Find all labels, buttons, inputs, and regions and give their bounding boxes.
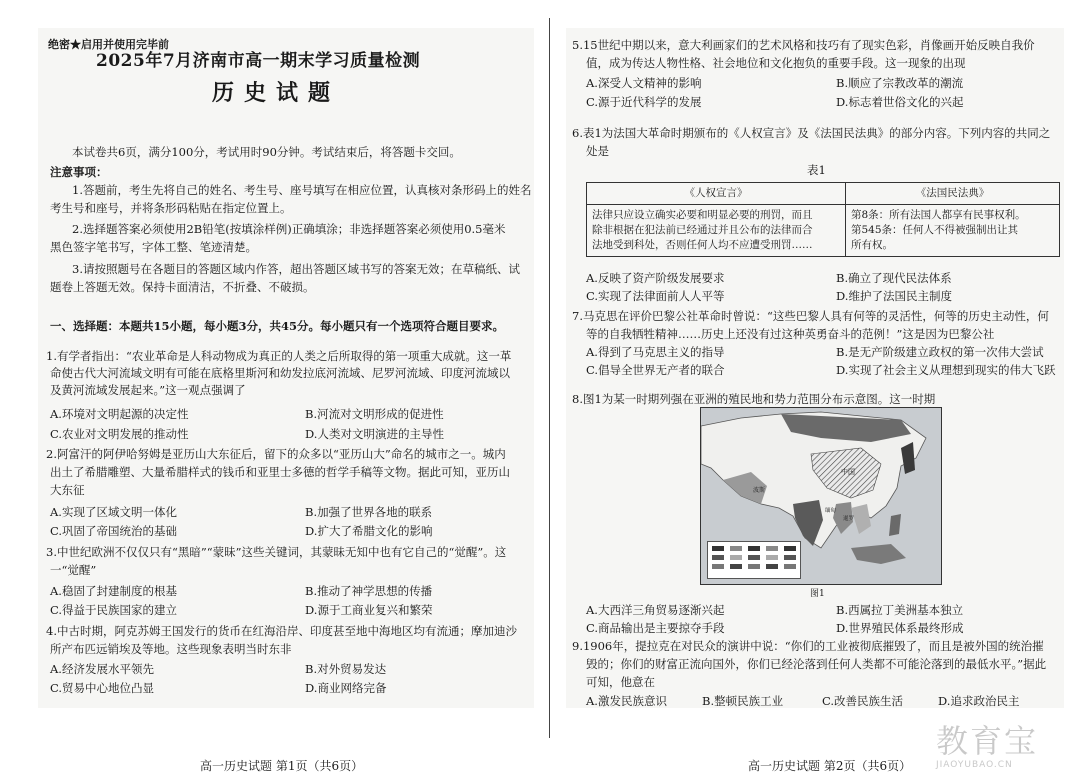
table-cell (587, 205, 846, 257)
exam-title: 2025年7月济南市高一期末学习质量检测 (96, 51, 421, 71)
question-line: 5.15世纪中期以来，意大利画家们的艺术风格和技巧有了现实色彩，肖像画开始反映自我价 (572, 38, 1035, 52)
option-a: A.深受人文精神的影响 (586, 76, 702, 90)
option-b: B.顺应了宗教改革的潮流 (836, 76, 964, 90)
question-line: 4.中古时期，阿克苏姆王国发行的货币在红海沿岸、印度甚至地中海地区均有流通；摩加迪沙 (46, 624, 517, 638)
question-line: 1.有学者指出：“农业革命是人科动物成为真正的人类之后所取得的第一项重大成就。这一革 (46, 349, 512, 363)
map-label: 暹罗 (843, 516, 855, 522)
option-d: D.人类对文明演进的主导性 (305, 427, 444, 441)
exam-page-2 (552, 0, 1080, 784)
page-footer: 高一历史试题 第1页（共6页） (200, 759, 364, 773)
option-b: B.确立了现代民法体系 (836, 271, 952, 285)
option-d: D.标志着世俗文化的兴起 (836, 95, 964, 109)
table-cell-line: 所有权。 (851, 239, 893, 251)
question-line: 毁的；你们的财富正流向国外，你们已经沦落到任何人类都不可能沦落到的最低水平。”据此 (586, 657, 1047, 671)
legend-row (712, 546, 796, 551)
question-line: 7.马克思在评价巴黎公社革命时曾说：“这些巴黎人具有何等的灵活性，何等的历史主动性，何 (572, 309, 1049, 323)
watermark-text: 教育宝 (936, 722, 1039, 760)
option-a: A.激发民族意识 (586, 694, 667, 708)
table-cell-line: 法律只应设立确实必要和明显必要的刑罚，而且 (592, 209, 813, 221)
question-line: 6.表1为法国大革命时期颁布的《人权宣言》及《法国民法典》的部分内容。下列内容的共同之 (572, 126, 1051, 140)
option-d: D.世界殖民体系最终形成 (836, 621, 964, 635)
notice-title: 注意事项： (50, 165, 108, 179)
notice-line: 黑色签字笔书写，字体工整、笔迹清楚。 (50, 240, 257, 254)
option-b: B.对外贸易发达 (305, 662, 387, 676)
question-line: 8.图1为某一时期列强在亚洲的殖民地和势力范围分布示意图。这一时期 (572, 392, 936, 406)
question-line: 可知，他意在 (586, 675, 655, 689)
notice-line: 题卷上答题无效。保持卡面清洁，不折叠、不破损。 (50, 280, 315, 294)
notice-line: 考生号和座号，并将条形码粘贴在指定位置上。 (50, 201, 292, 215)
map-label: 波斯 (753, 487, 766, 494)
watermark-domain: JIAOYUBAO.CN (936, 760, 1013, 770)
table-cell-line: 除非根据在犯法前已经通过并且公布的法律而合 (592, 224, 813, 236)
option-a: A.实现了区域文明一体化 (50, 505, 177, 519)
option-a: A.经济发展水平领先 (50, 662, 154, 676)
option-a: A.环境对文明起源的决定性 (50, 407, 189, 421)
option-c: C.贸易中心地位凸显 (50, 681, 155, 695)
option-a: A.大西洋三角贸易逐渐兴起 (586, 603, 725, 617)
section-title: 一、选择题：本题共15小题，每小题3分，共45分。每小题只有一个选项符合题目要求。 (50, 319, 505, 333)
intro-text: 本试卷共6页，满分100分，考试用时90分钟。考试结束后，将答题卡交回。 (72, 145, 461, 159)
option-c: C.巩固了帝国统治的基础 (50, 524, 178, 538)
secret-label: 绝密★启用并使用完毕前 (48, 38, 169, 51)
notice-line: 2.选择题答案必须使用2B铅笔(按填涂样例)正确填涂；非选择题答案必须使用0.5毫米 (72, 222, 506, 236)
question-line: 9.1906年，提拉克在对民众的演讲中说：“你们的工业被彻底摧毁了，而且是被外国的统治摧 (572, 639, 1044, 653)
law-comparison-table (586, 182, 1060, 257)
option-c: C.倡导全世界无产者的联合 (586, 363, 725, 377)
notice-line: 1.答题前，考生先将自己的姓名、考生号、座号填写在相应位置，认真核对条形码上的姓名 (72, 183, 532, 197)
table-caption: 表1 (807, 163, 826, 177)
notice-line: 3.请按照题号在各题目的答题区域内作答，超出答题区域书写的答案无效；在草稿纸、试 (72, 262, 520, 276)
option-a: A.稳固了封建制度的根基 (50, 584, 177, 598)
table-header-cell: 《法国民法典》 (846, 183, 1060, 205)
option-b: B.推动了神学思想的传播 (305, 584, 433, 598)
option-a: A.得到了马克思主义的指导 (586, 345, 725, 359)
option-c: C.商品输出是主要掠夺手段 (586, 621, 725, 635)
option-d: D.实现了社会主义从理想到现实的伟大飞跃 (836, 363, 1056, 377)
option-d: D.源于工商业复兴和繁荣 (305, 603, 433, 617)
figure-label: 图1 (810, 589, 825, 599)
question-line: 出土了希腊雕塑、大量希腊样式的钱币和亚里士多德的哲学手稿等文物。据此可知，亚历山 (50, 465, 510, 479)
option-d: D.扩大了希腊文化的影响 (305, 524, 433, 538)
question-line: 3.中世纪欧洲不仅仅只有“黑暗”“蒙昧”这些关键词，其蒙昧无知中也有它自己的“觉醒”。这 (46, 545, 507, 559)
option-c: C.源于近代科学的发展 (586, 95, 702, 109)
option-b: B.河流对文明形成的促进性 (305, 407, 444, 421)
page-footer: 高一历史试题 第2页（共6页） (748, 759, 912, 773)
option-d: D.商业网络完备 (305, 681, 387, 695)
question-line: 等的自我牺牲精神……历史上还没有过这种英勇奋斗的范例！”这是因为巴黎公社 (586, 327, 995, 341)
question-line: 处是 (586, 144, 609, 158)
question-line: 大东征 (50, 483, 85, 497)
subject-title: 历史试题 (212, 80, 341, 106)
map-label: 中国 (841, 468, 855, 476)
option-b: B.整顿民族工业 (702, 694, 784, 708)
question-line: 2.阿富汗的阿伊哈努姆是亚历山大东征后，留下的众多以“亚历山大”命名的城市之一。城内 (46, 447, 506, 461)
question-line: 值，成为传达人物性格、社会地位和文化抱负的重要手段。这一现象的出现 (586, 56, 966, 70)
table-cell-line: 法地受到科处，否则任何人均不应遭受刑罚…… (592, 239, 813, 251)
option-d: D.追求政治民主 (938, 694, 1020, 708)
option-c: C.得益于民族国家的建立 (50, 603, 178, 617)
option-c: C.实现了法律面前人人平等 (586, 289, 725, 303)
legend-row (712, 555, 796, 560)
map-legend (707, 541, 801, 579)
question-line: 所产布匹远销埃及等地。这些现象表明当时东非 (50, 642, 292, 656)
page-divider (549, 18, 550, 738)
option-b: B.西属拉丁美洲基本独立 (836, 603, 964, 617)
table-cell-line: 第545条：任何人不得被强制出让其 (851, 224, 1019, 236)
map-label: 缅甸 (825, 508, 837, 514)
option-b: B.加强了世界各地的联系 (305, 505, 433, 519)
question-line: 及黄河流域发展起来。”这一观点强调了 (50, 383, 246, 397)
option-d: D.维护了法国民主制度 (836, 289, 952, 303)
colonial-asia-map (700, 407, 942, 585)
table-cell (846, 205, 1060, 257)
table-header-cell: 《人权宣言》 (587, 183, 846, 205)
legend-row (712, 564, 796, 569)
question-line: 命使古代大河流域文明有可能在底格里斯河和幼发拉底河流域、尼罗河流域、印度河流域以 (50, 366, 510, 380)
option-b: B.是无产阶级建立政权的第一次伟大尝试 (836, 345, 1044, 359)
site-watermark (936, 716, 1038, 770)
question-line: 一“觉醒” (50, 563, 97, 577)
table-cell-line: 第8条：所有法国人都享有民事权利。 (851, 209, 1026, 221)
option-c: C.改善民族生活 (822, 694, 904, 708)
option-a: A.反映了资产阶级发展要求 (586, 271, 725, 285)
option-c: C.农业对文明发展的推动性 (50, 427, 189, 441)
